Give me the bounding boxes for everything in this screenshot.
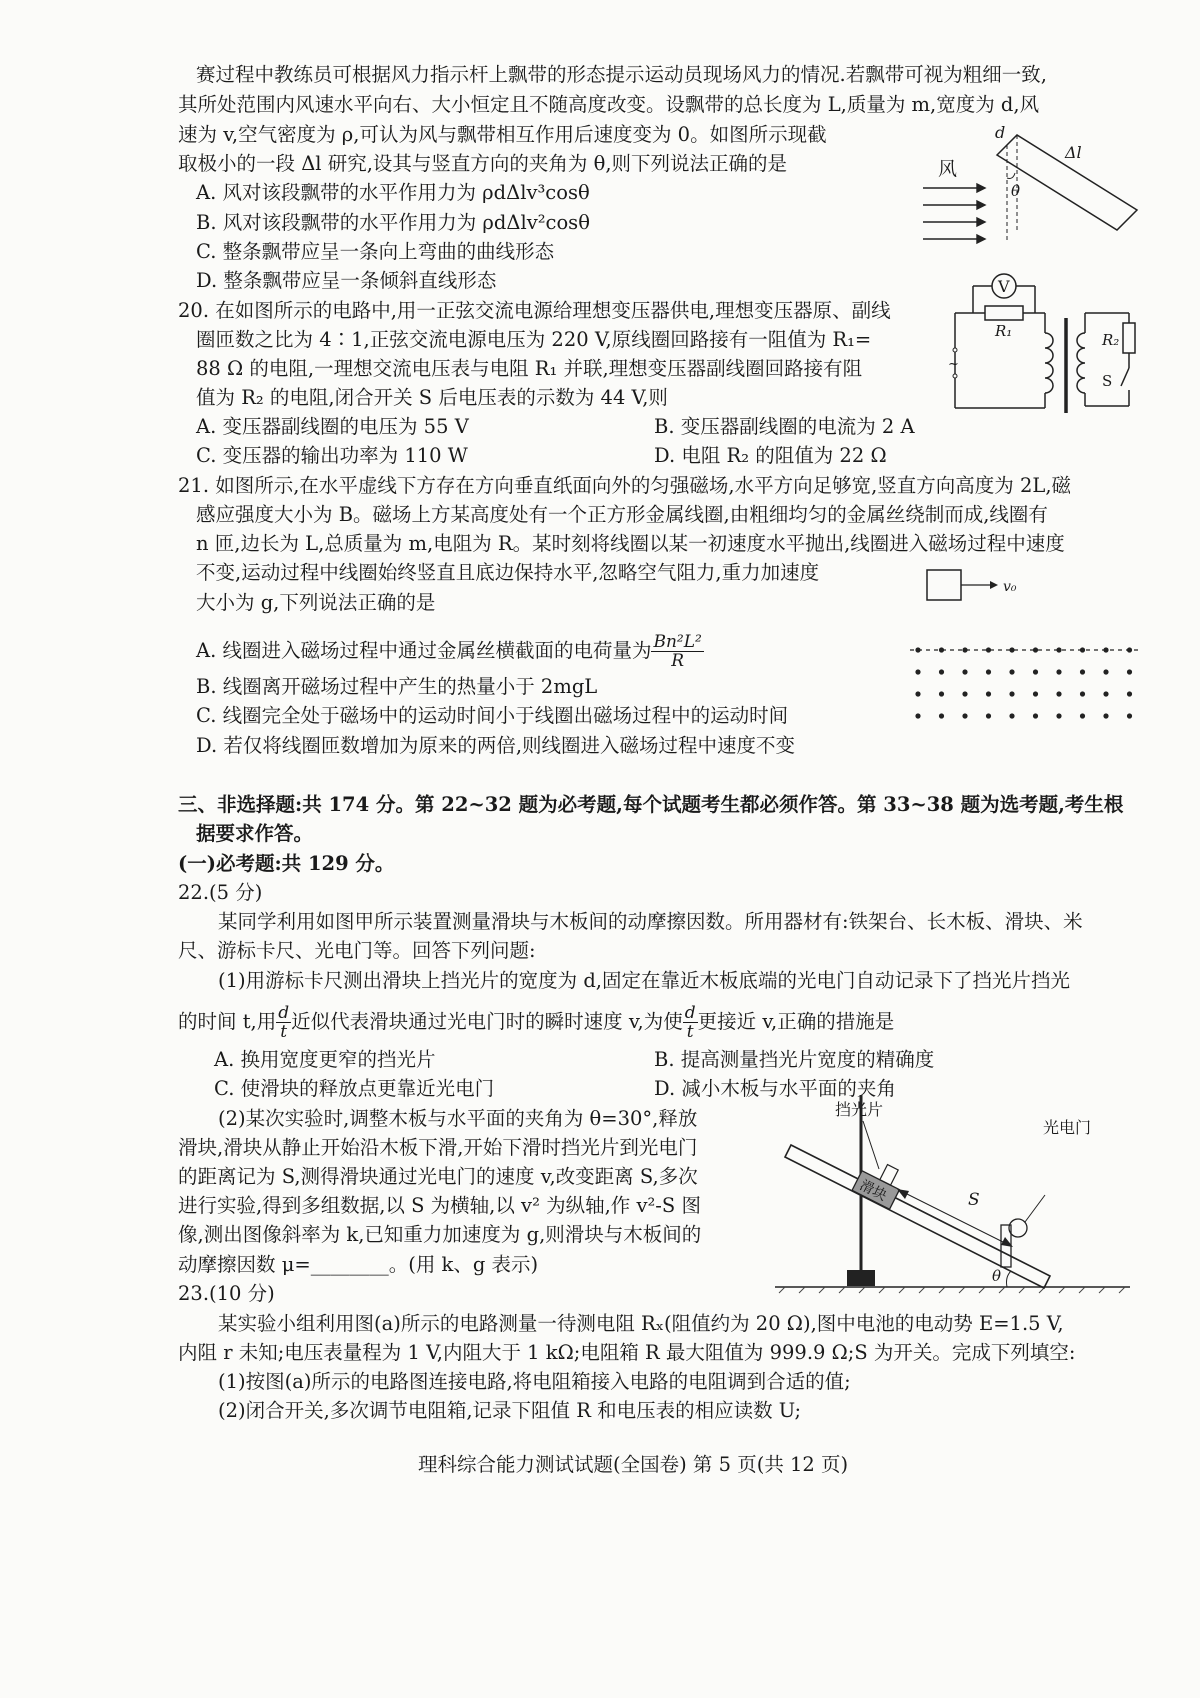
field-dot [962,691,967,696]
field-dot [1033,647,1038,652]
field-dot [1056,713,1061,718]
q19-option-c: C. 整条飘带应呈一条向上弯曲的曲线形态 [196,240,555,263]
q19-line-1: 赛过程中教练员可根据风力指示杆上飘带的形态提示运动员现场风力的情况.若飘带可视为粗细一致, [196,63,1047,86]
q19-option-a: A. 风对该段飘带的水平作用力为 ρdΔlv³cosθ [196,181,590,204]
field-dot [1127,669,1132,674]
q20-line-2: 圈匝数之比为 4∶1,正弦交流电源电压为 220 V,原线圈回路接有一阻值为 R₁= [196,328,872,351]
field-dot [1009,647,1014,652]
q22-option-b: B. 提高测量挡光片宽度的精确度 [654,1048,935,1071]
r2-label: R₂ [1102,331,1120,349]
q22-heading: 22.(5 分) [178,881,263,904]
field-dot [1009,691,1014,696]
field-dot [1009,669,1014,674]
q21-option-d: D. 若仅将线圈匝数增加为原来的两倍,则线圈进入磁场过程中速度不变 [196,734,796,757]
q22-part-2-line-4: 进行实验,得到多组数据,以 S 为横轴,以 v² 为纵轴,作 v²-S 图 [178,1194,701,1217]
q20-option-a: A. 变压器副线圈的电压为 55 V [196,415,469,438]
charge-fraction-denominator: R [671,651,685,671]
q22-part-2-line-1: (2)某次实验时,调整木板与水平面的夹角为 θ=30°,释放 [218,1107,698,1130]
q22-part-1-text-a: 的时间 t,用 [178,1010,277,1033]
fraction-denominator: t [280,1022,288,1042]
q23-heading: 23.(10 分) [178,1282,275,1305]
field-dot [986,691,991,696]
field-dot [1033,669,1038,674]
dl-label: Δl [1065,143,1082,162]
field-dot [1009,713,1014,718]
transformer-circuit [945,268,1140,413]
field-dot [1080,669,1085,674]
q22-part-2-line-2: 滑块,滑块从静止开始沿木板下滑,开始下滑时挡光片到光电门 [178,1136,698,1159]
square-coil [927,570,961,600]
q19-line-3: 速为 v,空气密度为 ρ,可认为风与飘带相互作用后速度变为 0。如图所示现截 [178,123,827,146]
field-dot [1056,669,1061,674]
charge-fraction [651,633,703,670]
d-over-t-fraction-1 [276,1004,291,1041]
required-questions-heading: (一)必考题:共 129 分。 [178,852,395,875]
q22-part-2-line-5: 像,测出图像斜率为 k,已知重力加速度为 g,则滑块与木板间的 [178,1223,702,1246]
field-dot [939,691,944,696]
field-dot [1127,713,1132,718]
q20-line-3: 88 Ω 的电阻,一理想交流电压表与电阻 R₁ 并联,理想变压器副线圈回路接有阻 [196,357,863,380]
q21-option-a [196,633,704,670]
field-dot [1033,691,1038,696]
slider-label: 滑块 [856,1177,890,1205]
field-dot [1080,713,1085,718]
field-dot [915,669,920,674]
field-dot [1103,669,1108,674]
q22-option-c: C. 使滑块的释放点更靠近光电门 [214,1077,495,1100]
wind-ribbon-figure [915,110,1145,270]
section-3-heading-2: 据要求作答。 [196,822,314,845]
field-dot [1056,647,1061,652]
theta-angle-label: θ [992,1267,1002,1285]
page-footer: 理科综合能力测试试题(全国卷) 第 5 页(共 12 页) [418,1453,849,1476]
v0-label: v₀ [1003,579,1017,595]
field-dot [1103,647,1108,652]
magnetic-field-figure [910,640,1140,730]
field-dot [1080,647,1085,652]
q19-line-2: 其所处范围内风速水平向右、大小恒定且不随高度改变。设飘带的总长度为 L,质量为 m,宽度为 d,风 [178,93,1040,116]
q20-option-c: C. 变压器的输出功率为 110 W [196,444,468,467]
field-dot [915,647,920,652]
shutter-label: 挡光片 [835,1100,884,1119]
q20-line-1: 20. 在如图所示的电路中,用一正弦交流电源给理想变压器供电,理想变压器原、副线 [178,299,891,322]
switch-label: S [1102,372,1113,390]
q23-step-1: (1)按图(a)所示的电路图连接电路,将电阻箱接入电路的电阻调到合适的值; [218,1370,851,1393]
field-dot [939,713,944,718]
field-dot [1056,691,1061,696]
q23-step-2: (2)闭合开关,多次调节电阻箱,记录下阻值 R 和电压表的相应读数 U; [218,1399,802,1422]
fraction-denominator: t [686,1022,694,1042]
incline-apparatus-figure [775,1095,1135,1295]
q22-line-2: 尺、游标卡尺、光电门等。回答下列问题: [178,939,536,962]
wind-label: 风 [938,158,958,180]
q22-part-1-text-b: 近似代表滑块通过光电门时的瞬时速度 v,为使 [291,1010,683,1033]
voltmeter-label: V [998,277,1010,296]
q22-part-2-line-6: 动摩擦因数 μ=________。(用 k、g 表示) [178,1253,539,1276]
q23-line-1: 某实验小组利用图(a)所示的电路测量一待测电阻 Rₓ(阻值约为 20 Ω),图中电池的电动势 E=1.5 V, [218,1312,1064,1335]
photogate-label: 光电门 [1043,1118,1092,1137]
theta-label: θ [1011,182,1021,200]
q21-line-4: 不变,运动过程中线圈始终竖直且底边保持水平,忽略空气阻力,重力加速度 [196,561,820,584]
q22-part-1-text-c: 更接近 v,正确的措施是 [697,1010,895,1033]
d-over-t-fraction-2 [683,1004,698,1041]
fraction-numerator: d [278,1003,290,1023]
q20-option-b: B. 变压器副线圈的电流为 2 A [654,415,915,438]
field-dot [986,713,991,718]
source-label: ~ [948,357,959,372]
field-dot [962,713,967,718]
q22-option-a: A. 换用宽度更窄的挡光片 [214,1048,436,1071]
q19-option-b: B. 风对该段飘带的水平作用力为 ρdΔlv²cosθ [196,211,590,234]
r1-label: R₁ [995,322,1013,340]
fraction-numerator: d [684,1003,696,1023]
section-3-heading-1: 三、非选择题:共 174 分。第 22~32 题为必考题,每个试题考生都必须作答。第 33~38 题为选考题,考生根 [178,793,1124,816]
field-dot [1033,713,1038,718]
q22-part-1-line-2 [178,1004,894,1041]
d-label: d [995,123,1006,142]
field-dot [1127,647,1132,652]
q21-line-2: 感应强度大小为 B。磁场上方某高度处有一个正方形金属线圈,由粗细均匀的金属丝绕制而成,线圈有 [196,503,1048,526]
q21-option-b: B. 线圈离开磁场过程中产生的热量小于 2mgL [196,675,598,698]
field-dot [915,691,920,696]
field-dot [1127,691,1132,696]
q22-line-1: 某同学利用如图甲所示装置测量滑块与木板间的动摩擦因数。所用器材有:铁架台、长木板、滑块、米 [218,910,1083,933]
q21-option-a-text: A. 线圈进入磁场过程中通过金属丝横截面的电荷量为 [196,639,652,662]
q23-line-2: 内阻 r 未知;电压表量程为 1 V,内阻大于 1 kΩ;电阻箱 R 最大阻值为 999.9 Ω;S 为开关。完成下列填空: [178,1341,1076,1364]
q22-option-d: D. 减小木板与水平面的夹角 [654,1077,896,1100]
q19-line-4: 取极小的一段 Δl 研究,设其与竖直方向的夹角为 θ,则下列说法正确的是 [178,152,788,175]
distance-s-line [905,1193,1005,1243]
q21-option-c: C. 线圈完全处于磁场中的运动时间小于线圈出磁场过程中的运动时间 [196,704,789,727]
s-label: S [968,1190,980,1210]
field-dot [1103,691,1108,696]
field-dot [939,669,944,674]
q21-line-1: 21. 如图所示,在水平虚线下方存在方向垂直纸面向外的匀强磁场,水平方向足够宽,竖直方向高度为 2L,磁 [178,474,1072,497]
coil-velocity-figure [925,568,1045,608]
field-dot [986,647,991,652]
q21-line-3: n 匝,边长为 L,总质量为 m,电阻为 R。某时刻将线圈以某一初速度水平抛出,线圈进入磁场过程中速度 [196,532,1065,555]
field-dot [986,669,991,674]
field-dot [1103,713,1108,718]
field-dot [962,669,967,674]
q22-part-1-line-1: (1)用游标卡尺测出滑块上挡光片的宽度为 d,固定在靠近木板底端的光电门自动记录下了挡光片挡光 [218,969,1071,992]
q22-part-2-line-3: 的距离记为 S,测得滑块通过光电门的速度 v,改变距离 S,多次 [178,1165,698,1188]
q20-option-d: D. 电阻 R₂ 的阻值为 22 Ω [654,444,887,467]
field-dot [962,647,967,652]
q21-line-5: 大小为 g,下列说法正确的是 [196,591,436,614]
field-dot [939,647,944,652]
iron-stand-base [847,1270,875,1286]
q20-line-4: 值为 R₂ 的电阻,闭合开关 S 后电压表的示数为 44 V,则 [196,386,668,409]
wind-arrows [923,184,985,243]
q19-option-d: D. 整条飘带应呈一条倾斜直线形态 [196,269,497,292]
field-dot [915,713,920,718]
field-dot [1080,691,1085,696]
charge-fraction-numerator: Bn²L² [653,632,702,652]
